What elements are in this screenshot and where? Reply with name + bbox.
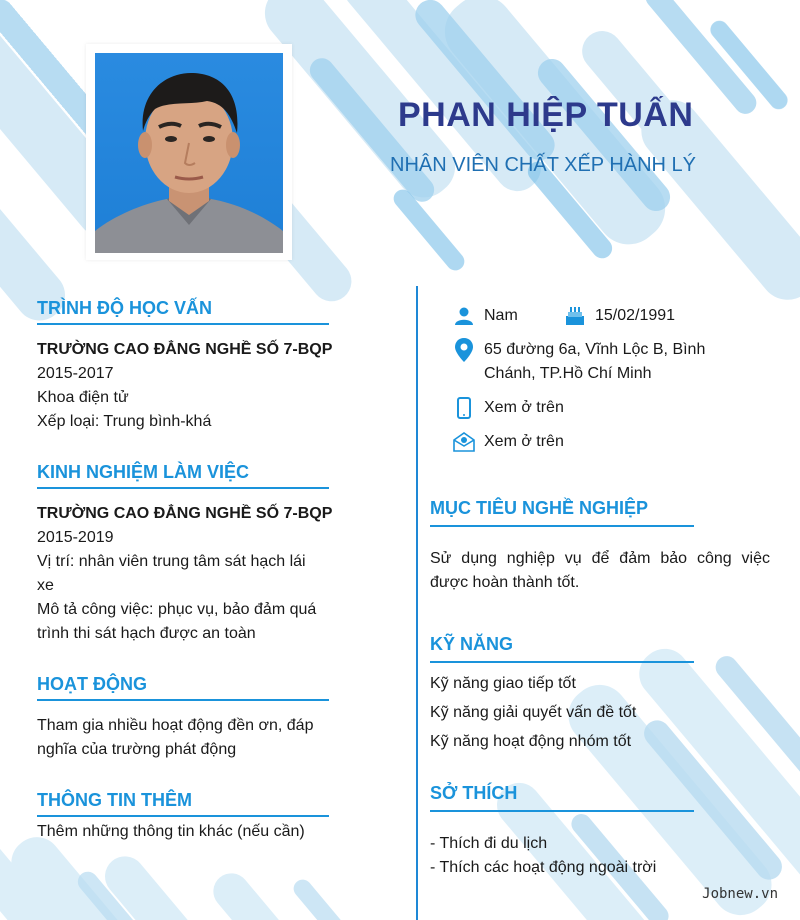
education-section-title: TRÌNH ĐỘ HỌC VẤN xyxy=(37,298,212,318)
extra-info-section-underline xyxy=(37,815,329,817)
skill-item: Kỹ năng giao tiếp tốt xyxy=(430,675,576,692)
contact-birthday: 15/02/1991 xyxy=(595,307,676,324)
contact-phone: Xem ở trên xyxy=(484,399,564,416)
experience-desc-line2: trình thi sát hạch được an toàn xyxy=(37,625,256,642)
experience-company: TRƯỜNG CAO ĐẲNG NGHỀ SỐ 7-BQP xyxy=(37,505,333,522)
education-faculty: Khoa điện tử xyxy=(37,389,129,406)
contact-email-row xyxy=(452,430,564,454)
contact-phone-row xyxy=(452,396,564,420)
experience-section-underline xyxy=(37,487,329,489)
hobby-item: - Thích đi du lịch xyxy=(430,835,548,852)
experience-section-title: KINH NGHIỆM LÀM VIỆC xyxy=(37,462,250,482)
contact-email: Xem ở trên xyxy=(484,433,564,450)
user-icon xyxy=(452,304,476,328)
education-years: 2015-2017 xyxy=(37,365,114,382)
objective-line1: Sử dụng nghiệp vụ để đảm bảo công việc xyxy=(430,550,770,567)
experience-position-line1: Vị trí: nhân viên trung tâm sát hạch lái xyxy=(37,553,306,570)
activities-line1: Tham gia nhiều hoạt động đền ơn, đáp xyxy=(37,717,314,734)
activities-section-title: HOẠT ĐỘNG xyxy=(37,674,147,694)
objective-line2: được hoàn thành tốt. xyxy=(430,574,580,591)
education-grade: Xếp loại: Trung bình-khá xyxy=(37,413,212,430)
profile-photo xyxy=(95,53,283,253)
location-pin-icon xyxy=(452,338,476,362)
objective-section-title: MỤC TIÊU NGHỀ NGHIỆP xyxy=(430,498,649,518)
contact-address-line1: 65 đường 6a, Vĩnh Lộc B, Bình xyxy=(484,341,706,358)
skill-item: Kỹ năng hoạt động nhóm tốt xyxy=(430,733,632,750)
education-school: TRƯỜNG CAO ĐẲNG NGHỀ SỐ 7-BQP xyxy=(37,341,333,358)
extra-info-section-title: THÔNG TIN THÊM xyxy=(37,790,192,810)
extra-info-text: Thêm những thông tin khác (nếu cần) xyxy=(37,823,305,840)
watermark: Jobnew.vn xyxy=(702,886,778,902)
hobbies-section-title: SỞ THÍCH xyxy=(430,783,518,803)
cake-icon xyxy=(563,304,587,328)
experience-desc-line1: Mô tả công việc: phục vụ, bảo đảm quá xyxy=(37,601,317,618)
column-divider xyxy=(416,286,418,920)
contact-gender-row xyxy=(452,304,518,328)
education-section-underline xyxy=(37,323,329,325)
candidate-name: PHAN HIỆP TUẤN xyxy=(398,96,694,134)
contact-address-row xyxy=(452,338,705,386)
profile-photo-frame xyxy=(86,44,292,260)
activities-section-underline xyxy=(37,699,329,701)
contact-address-line2: Chánh, TP.Hồ Chí Minh xyxy=(484,365,652,382)
hobbies-section-underline xyxy=(430,810,694,812)
phone-icon xyxy=(452,396,476,420)
objective-section-underline xyxy=(430,525,694,527)
contact-birthday-row xyxy=(563,304,675,328)
skills-section-title: KỸ NĂNG xyxy=(430,634,514,654)
experience-position-line2: xe xyxy=(37,577,54,594)
job-title: NHÂN VIÊN CHẤT XẾP HÀNH LÝ xyxy=(390,154,697,176)
hobby-item: - Thích các hoạt động ngoài trời xyxy=(430,859,657,876)
contact-gender: Nam xyxy=(484,307,518,324)
email-icon xyxy=(452,430,476,454)
skills-section-underline xyxy=(430,661,694,663)
experience-years: 2015-2019 xyxy=(37,529,114,546)
activities-line2: nghĩa của trường phát động xyxy=(37,741,237,758)
skill-item: Kỹ năng giải quyết vấn đề tốt xyxy=(430,704,637,721)
